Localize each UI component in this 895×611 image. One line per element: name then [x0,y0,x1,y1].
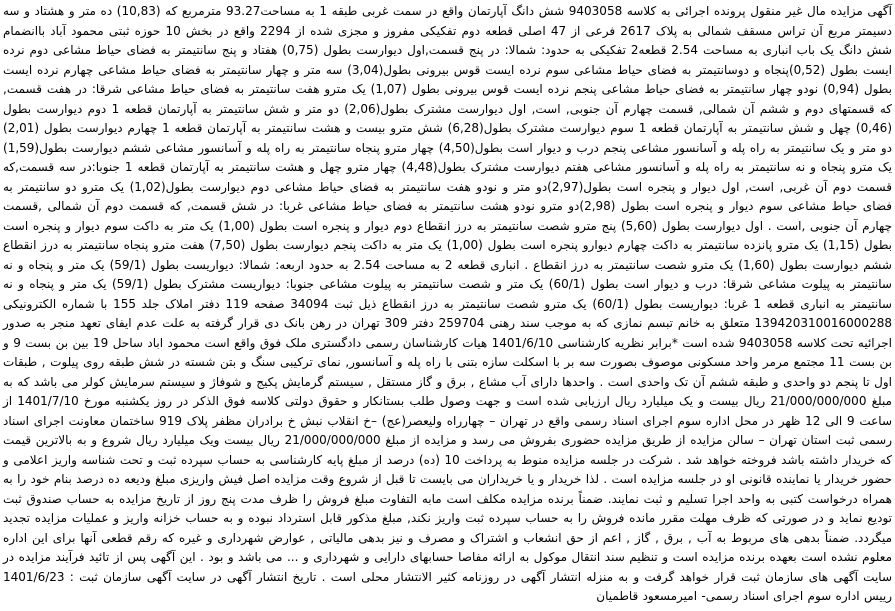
auction-notice-text: آگهی مزایده مال غیر منقول پرونده اجرائی به کلاسه 9403058 شش دانگ آپارتمان واقع در سمت غربی طبقه 1 به مساحت93.27 مترمربع که (10,83) ده متر و هشتاد و سه دسیمتر مربع آن تراس مسقف شمالی به پلاک 2617 فرعی از 47 اصلی قطعه دوم تفکیکی مفروز و مجزی شده از 2294 واقع در بخش 10 حوزه ثبتی محمود آباد باانضمام شش دانگ یک باب انباری به مساحت 2.54 قطعه2 تفکیکی به حدود: شمالا: در پنج قسمت,اول دیوارست بطول (0,75) هفتاد و پنج سانتیمتر به فضای حیاط مشاعی دوم نرده ایست بطول (0,52)پنجاه و دوسانتیمتر به فضای حیاط مشاعی سوم نرده ایست قوس بیرونی بطول(3,04) سه متر و چهار سانتیمتر به فضای حیاط مشاعی چهارم نرده ایست بطول (0,94) نودو چهار سانتیمتر به فضای حیاط مشاعی پنجم نرده ایست قوس بیرونی بطول (1,07) یک مترو هفت سانتیمتر به فضای حیاط مشاعی شرقا: در هفت قسمت, که قسمتهای دوم و ششم آن شمالی, قسمت چهارم آن جنوبی, است, اول دیوارست مشترک بطول(2,06) دو متر و شش سانتیمتر به آپارتمان قطعه 1 دوم دیوارست بطول (0,46) چهل و شش سانتیمتر به آپارتمان قطعه 1 سوم دیوارست مشترک بطول(6,28) شش مترو بیست و هشت سانتیمتر به آپارتمان قطعه 1 چهارم دیوارست بطول (2,01) دو متر و یک سانتیمتر به راه پله و آسانسور مشاعی پنجم درب و دیوار است بطول(4,50) چهار مترو پنجاه سانتیمتر به راه پله و آسانسور مشاعی ششم دیوارست بطول(1,59) یک مترو پنجاه و نه سانتیمتر به راه پله و آسانسور مشاعی هفتم دیوارست مشترک بطول(4,48) چهار مترو چهل و هشت سانتیمتر به آپارتمان قطعه 1 جنوبا:در سه قسمت,که قسمت دوم آن غربی, است, اول دیوار و پنجره است بطول(2,97)دو متر و نودو هفت سانتیمتر به فضای حیاط مشاعی دوم دیوارست بطول(1,02) یک مترو دو سانتیمتر به فضای حیاط مشاعی سوم دیوار و پنجره است بطول (2,98)دو مترو نودو هشت سانتیمتر به فضای حیاط مشاعی غربا: در شش قسمت, که قسمت دوم آن شمالی ,قسمت چهارم آن جنوبی ,است . اول دیوارست بطول (5,60) پنج مترو شصت سانتیمتر به درز انقطاع دوم دیوار و پنجره است بطول (1,00) یک متر به داکت سوم دیوار و پنجره است بطول (1,15) یک مترو پانزده سانتیمتر به داکت چهارم دیوارو پنجره است بطول (1,00) یک متر به داکت پنجم دیوارست بطول (7,50) هفت مترو پنجاه سانتیمتر به درز انقطاع ششم دیوارست بطول (1,60) یک مترو شصت سانتیمتر به درز انقطاع . انباری قطعه 2 به مساحت 2.54 به حدود اربعه: شمالا: دیواریست بطول (59/1) یک متر و پنجاه و نه سانتیمتر به پیلوت مشاعی شرقا: درب و دیوار است بطول (60/1) یک متر و شصت سانتیمتر به پیلوت مشاعی جنوبا: دیواریست مشترک بطول (59/1) یک متر و پنجاه و نه سانتیمتر به انباری قطعه 1 غربا: دیواریست بطول (60/1) یک مترو شصت سانتیمتر به درز انقطاع ذیل ثبت 34094 صفحه 119 دفتر املاک جلد 155 با شماره الکترونیکی 139420310016000288 متعلق به خانم تبسم نمازی که به موجب سند رهنی 259704 دفتر 309 تهران در رهن بانک دی قرار گرفته به علت عدم ایفای تعهد منجر به صدور اجرائیه تحت کلاسه 9403058 شده است *برابر نظریه کارشناسی 1401/6/10 هیات کارشناسان رسمی دادگستری ملک فوق واقع است محمود اباد ساحل 19 بین بن بست 9 و بن بست 11 مجتمع مرمر واحد مسکونی موصوف بصورت سه بر با اسکلت سازه بتنی با راه پله و آسانسور, نمای ترکیبی سنگ و بتن شسته در شش طبقه روی پیلوت , طبقات اول تا پنجم دو واحدی و طبقه ششم آن تک واحدی است . واحدها دارای آب مشاع , برق و گاز مستقل , سیستم گرمایش پکیج و شوفاژ و سیستم سرمایش کولر می باشد که به مبلغ 21/000/000/000 ریال بیست و یک میلیارد ریال ارزیابی شده است و جهت وصول طلب بستانکار و حقوق دولتی کلاسه فوق الذکر در روز یکشنبه مورخ 1401/7/10 از ساعت 9 الی 12 ظهر در محل اداره سوم اجرای اسناد رسمی واقع در تهران – چهارراه ولیعصر(عج) –خ انقلاب نبش خ برادران مظفر پلاک 919 ساختمان معاونت اجرای اسناد رسمی ثبت استان تهران – سالن مزایده از طریق مزایده حضوری بفروش می رسد و مزایده از مبلغ 21/000/000/000 ریال بیست ویک میلیارد ریال شروع و به بالاترین قیمت که خریدار داشته باشد فروخته خواهد شد . شرکت در جلسه مزایده منوط به پرداخت 10 (ده) درصد از مبلغ پایه کارشناسی به حساب سپرده ثبت و تحت شناسه واریز اعلامی و حضور خریدار یا نماینده قانونی او در جلسه مزایده است . لذا خریدار و یا خریداران می بایست تا قبل از شروع وقت مزایده اصل فیش واریزی مبلغ ودیعه ده درصد بنام خود را به همراه درخواست کتبی به واحد اجرا تسلیم و ثبت نمایند. ضمناً برنده مزایده مکلف است مابه التفاوت مبلغ فروش را ظرف مدت پنج روز از تاریخ مزایده به حساب صندوق ثبت تودیع نماید و در صورتی که ظرف مهلت مقرر مانده فروش را به حساب سپرده ثبت واریز نکند, مبلغ مذکور قابل استرداد نبوده و به حساب خزانه واریز و عملیات مزایده تجدید میگردد. ضمناً بدهی های مربوط به آب , برق , گاز , اعم از حق انشعاب و اشتراک و مصرف و نیز بدهی مالیاتی , عوارض شهرداری و غیره که رقم قطعی آنها برای این اداره معلوم نشده است بعهده برنده مزایده است و تنظیم سند انتقال موکول به ارائه مفاصا حسابهای دارایی و شهرداری و ... می باشد و بود . این آگهی پس از تائید فرآیند مزایده در سایت آگهی های سازمان ثبت قرار خواهد گرفت و به منزله انتشار آگهی در روزنامه کثیر الانتشار محلی است . تاریخ انتشار آگهی در سایت آگهی سازمان ثبت : 1401/6/23 رییس اداره سوم اجرای اسناد رسمی- امیرمسعود قاطمیان [3,4,893,603]
